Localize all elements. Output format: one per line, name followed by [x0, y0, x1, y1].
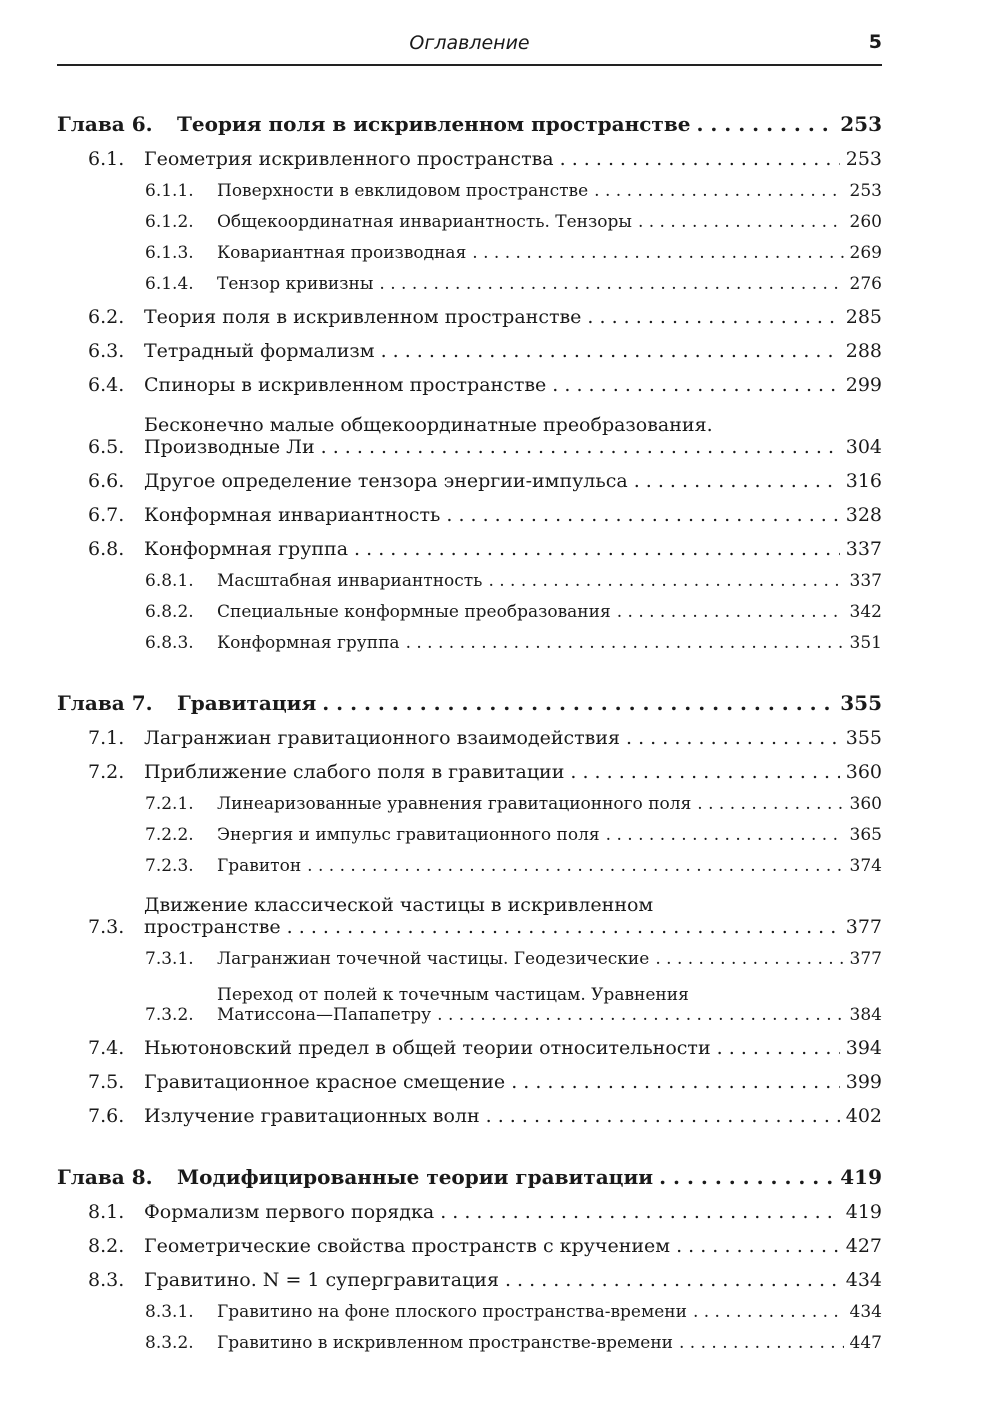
section-number: 8.2. [88, 1235, 125, 1257]
sub-page: 447 [849, 1333, 882, 1353]
sub-entry[interactable] [57, 814, 882, 845]
sub-title: Конформная группа [217, 633, 400, 653]
sub-number: 7.3.1. [145, 949, 194, 969]
dot-leader [587, 306, 839, 328]
section-number: 6.8. [88, 538, 125, 560]
chapter-title: Теория поля в искривленном пространстве [177, 112, 691, 136]
section-number: 6.7. [88, 504, 125, 526]
sub-number: 6.8.1. [145, 571, 194, 591]
sub-title-cont: Матиссона—Папапетру [217, 1005, 432, 1025]
section-title-block [144, 894, 846, 938]
section-number: 7.4. [88, 1037, 125, 1059]
section-page: 399 [845, 1071, 882, 1093]
section-number: 7.6. [88, 1105, 125, 1127]
dot-leader [617, 602, 844, 622]
sub-number: 7.2.2. [145, 825, 194, 845]
chapter-title: Модифицированные теории гравитации [177, 1165, 654, 1189]
sub-page: 260 [849, 212, 882, 232]
section-title: Другое определение тензора энергии-импульса [144, 470, 628, 492]
dot-leader [381, 340, 840, 362]
sub-number: 6.1.4. [145, 274, 194, 294]
section-page: 253 [845, 148, 882, 170]
section-entry[interactable] [57, 458, 882, 492]
sub-entry[interactable] [57, 969, 882, 1025]
running-title: Оглавление [409, 32, 530, 54]
dot-leader [676, 1235, 840, 1257]
sub-entry[interactable] [57, 263, 882, 294]
sub-title: Специальные конформные преобразования [217, 602, 611, 622]
chapter-number: Глава 6. [57, 112, 153, 136]
sub-entry[interactable] [57, 622, 882, 653]
section-page: 337 [845, 538, 882, 560]
sub-number: 6.1.3. [145, 243, 194, 263]
dot-leader [552, 374, 839, 396]
section-entry[interactable] [57, 396, 882, 458]
dot-leader [560, 148, 840, 170]
sub-number: 6.1.2. [145, 212, 194, 232]
section-number: 6.1. [88, 148, 125, 170]
sub-entry[interactable] [57, 170, 882, 201]
dot-leader [679, 1333, 844, 1353]
section-page: 427 [845, 1235, 882, 1257]
sub-page: 337 [849, 571, 882, 591]
section-page: 304 [845, 436, 882, 458]
section-number: 6.2. [88, 306, 125, 328]
sub-page: 276 [849, 274, 882, 294]
section-page: 394 [845, 1037, 882, 1059]
sub-number: 7.2.1. [145, 794, 194, 814]
chapter-title: Гравитация [177, 691, 317, 715]
dot-leader [488, 571, 843, 591]
section-title-row2 [144, 436, 846, 458]
section-page: 328 [845, 504, 882, 526]
sub-number: 8.3.1. [145, 1302, 194, 1322]
page-number: 5 [868, 31, 882, 53]
sub-title: Гравитино на фоне плоского пространства-времени [217, 1302, 687, 1322]
dot-leader [594, 181, 843, 201]
section-page: 288 [845, 340, 882, 362]
sub-title: Ковариантная производная [217, 243, 467, 263]
sub-entry[interactable] [57, 591, 882, 622]
section-entry[interactable] [57, 136, 882, 170]
sub-entry[interactable] [57, 845, 882, 876]
section-title: Теория поля в искривленном пространстве [144, 306, 582, 328]
chapter-gap [57, 653, 882, 675]
sub-page: 351 [849, 633, 882, 653]
section-number: 6.4. [88, 374, 125, 396]
dot-leader [655, 949, 843, 969]
sub-entry[interactable] [57, 1322, 882, 1353]
sub-entry[interactable] [57, 783, 882, 814]
section-entry[interactable] [57, 876, 882, 938]
section-title: Бесконечно малые общекоординатные преобразования. [144, 414, 713, 436]
section-title: Лагранжиан гравитационного взаимодействия [144, 727, 621, 749]
dot-leader [696, 112, 834, 136]
section-title: Конформная инвариантность [144, 504, 441, 526]
sub-page: 365 [849, 825, 882, 845]
section-title: Гравитационное красное смещение [144, 1071, 506, 1093]
chapter-page: 253 [840, 112, 882, 136]
sub-page: 374 [849, 856, 882, 876]
section-title: Конформная группа [144, 538, 349, 560]
section-number: 6.3. [88, 340, 125, 362]
chapter-number: Глава 8. [57, 1165, 153, 1189]
section-number: 7.2. [88, 761, 125, 783]
section-entry[interactable] [57, 328, 882, 362]
running-header [57, 28, 882, 66]
section-title: Формализм первого порядка [144, 1201, 435, 1223]
sub-title: Лагранжиан точечной частицы. Геодезические [217, 949, 650, 969]
sub-title: Общекоординатная инвариантность. Тензоры [217, 212, 632, 232]
dot-leader [379, 274, 843, 294]
chapter-page: 355 [840, 691, 882, 715]
section-entry[interactable] [57, 749, 882, 783]
section-page: 419 [845, 1201, 882, 1223]
sub-number: 6.1.1. [145, 181, 194, 201]
sub-page: 342 [849, 602, 882, 622]
section-title-block [144, 414, 846, 458]
dot-leader [486, 1105, 840, 1127]
sub-entry[interactable] [57, 938, 882, 969]
dot-leader [697, 794, 843, 814]
section-page: 285 [845, 306, 882, 328]
section-number: 6.6. [88, 470, 125, 492]
dot-leader [606, 825, 844, 845]
section-entry[interactable] [57, 715, 882, 749]
section-title-cont: пространстве [144, 916, 281, 938]
sub-page: 384 [849, 1005, 882, 1025]
chapter-entry[interactable] [57, 675, 882, 715]
sub-entry[interactable] [57, 232, 882, 263]
chapter-gap [57, 1127, 882, 1149]
section-entry[interactable] [57, 1059, 882, 1093]
section-entry[interactable] [57, 1223, 882, 1257]
section-entry[interactable] [57, 1189, 882, 1223]
sub-title: Линеаризованные уравнения гравитационного поля [217, 794, 692, 814]
section-number: 6.5. [88, 436, 125, 458]
dot-leader [638, 212, 844, 232]
dot-leader [570, 761, 839, 783]
section-page: 434 [845, 1269, 882, 1291]
dot-leader [626, 727, 840, 749]
dot-leader [634, 470, 840, 492]
section-page: 377 [845, 916, 882, 938]
section-title: Спиноры в искривленном пространстве [144, 374, 547, 396]
section-title: Приближение слабого поля в гравитации [144, 761, 565, 783]
sub-title-block [217, 985, 850, 1025]
section-entry[interactable] [57, 294, 882, 328]
dot-leader [354, 538, 840, 560]
section-entry[interactable] [57, 1093, 882, 1127]
sub-title: Тензор кривизны [217, 274, 374, 294]
sub-number: 7.2.3. [145, 856, 194, 876]
sub-number: 6.8.3. [145, 633, 194, 653]
sub-entry[interactable] [57, 1291, 882, 1322]
sub-title: Гравитино в искривленном пространстве-времени [217, 1333, 673, 1353]
section-title: Гравитино. N = 1 супергравитация [144, 1269, 499, 1291]
sub-title-row2 [217, 1005, 850, 1025]
dot-leader [511, 1071, 840, 1093]
section-title: Тетрадный формализм [144, 340, 375, 362]
section-number: 8.1. [88, 1201, 125, 1223]
section-entry[interactable] [57, 1257, 882, 1291]
dot-leader [322, 691, 834, 715]
sub-number: 7.3.2. [145, 1005, 194, 1025]
dot-leader [446, 504, 839, 526]
dot-leader [659, 1165, 834, 1189]
chapter-number: Глава 7. [57, 691, 153, 715]
section-title: Геометрия искривленного пространства [144, 148, 554, 170]
dot-leader [472, 243, 843, 263]
dot-leader [321, 436, 840, 458]
section-entry[interactable] [57, 526, 882, 560]
section-title: Ньютоновский предел в общей теории относительности [144, 1037, 711, 1059]
section-entry[interactable] [57, 492, 882, 526]
section-page: 360 [845, 761, 882, 783]
dot-leader [693, 1302, 844, 1322]
chapter-page: 419 [840, 1165, 882, 1189]
sub-page: 434 [849, 1302, 882, 1322]
section-page: 316 [845, 470, 882, 492]
section-title: Движение классической частицы в искривленном [144, 894, 654, 916]
section-title-cont: Производные Ли [144, 436, 315, 458]
sub-title: Масштабная инвариантность [217, 571, 483, 591]
section-title: Излучение гравитационных волн [144, 1105, 480, 1127]
sub-title: Поверхности в евклидовом пространстве [217, 181, 589, 201]
sub-title: Энергия и импульс гравитационного поля [217, 825, 600, 845]
dot-leader [406, 633, 844, 653]
section-number: 7.3. [88, 916, 125, 938]
dot-leader [437, 1005, 843, 1025]
sub-entry[interactable] [57, 201, 882, 232]
section-page: 355 [845, 727, 882, 749]
sub-title: Гравитон [217, 856, 302, 876]
sub-title: Переход от полей к точечным частицам. Уравнения [217, 985, 689, 1005]
chapter-entry[interactable] [57, 96, 882, 136]
section-entry[interactable] [57, 1025, 882, 1059]
section-title: Геометрические свойства пространств с кручением [144, 1235, 671, 1257]
dot-leader [440, 1201, 840, 1223]
section-title-row2 [144, 916, 846, 938]
sub-number: 6.8.2. [145, 602, 194, 622]
sub-page: 377 [849, 949, 882, 969]
section-number: 7.5. [88, 1071, 125, 1093]
dot-leader [717, 1037, 840, 1059]
section-page: 402 [845, 1105, 882, 1127]
dot-leader [505, 1269, 840, 1291]
sub-number: 8.3.2. [145, 1333, 194, 1353]
table-of-contents [57, 96, 882, 1353]
section-number: 7.1. [88, 727, 125, 749]
sub-page: 253 [849, 181, 882, 201]
sub-page: 269 [849, 243, 882, 263]
sub-entry[interactable] [57, 560, 882, 591]
section-entry[interactable] [57, 362, 882, 396]
chapter-entry[interactable] [57, 1149, 882, 1189]
sub-page: 360 [849, 794, 882, 814]
section-number: 8.3. [88, 1269, 125, 1291]
dot-leader [287, 916, 840, 938]
section-page: 299 [845, 374, 882, 396]
dot-leader [307, 856, 843, 876]
